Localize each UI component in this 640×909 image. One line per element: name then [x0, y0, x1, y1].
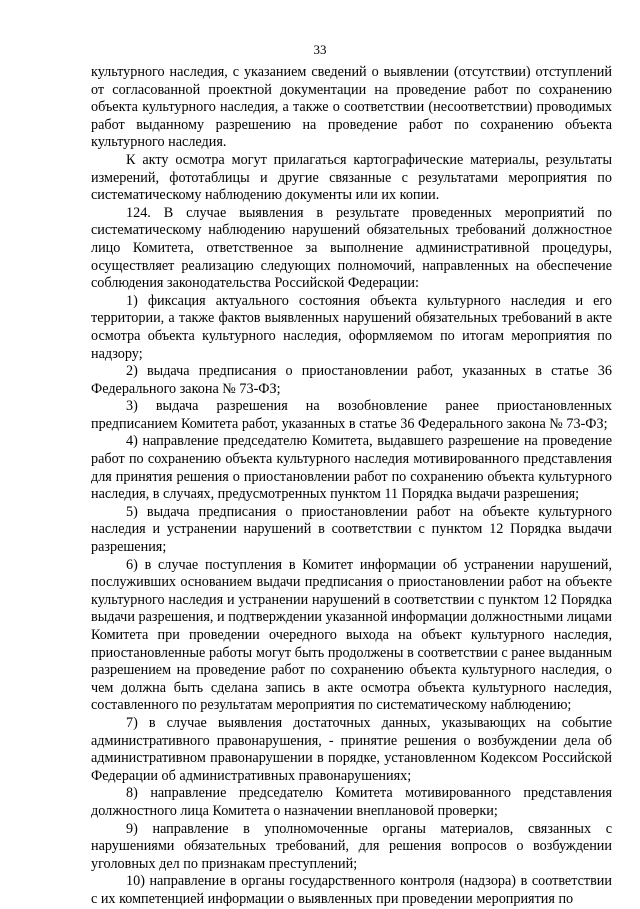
- paragraph: К акту осмотра могут прилагаться картографические материалы, результаты измерений, фототаблицы и другие связанные с результатами мероприятия по систематическому наблюдению документы или их копии.: [91, 151, 612, 204]
- paragraph: 2) выдача предписания о приостановлении работ, указанных в статье 36 Федерального закона № 73-ФЗ;: [91, 363, 612, 397]
- paragraph: 1) фиксация актуального состояния объекта культурного наследия и его территории, а также фактов выявленных нарушений обязательных требований в акте осмотра объекта культурного наследия, оформляемом по итогам мероприятия по надзору;: [91, 292, 612, 362]
- document-body: [91, 64, 612, 909]
- paragraph: 3) выдача разрешения на возобновление ранее приостановленных предписанием Комитета работ, указанных в статье 36 Федерального закона № 73-ФЗ;: [91, 398, 612, 432]
- paragraph: 124. В случае выявления в результате проведенных мероприятий по систематическому наблюдению нарушений обязательных требований должностное лицо Комитета, ответственное за выполнение административной процедуры, осуществляет реализацию следующих полномочий, направленных на обеспечение соблюдения законодательства Российской Федерации:: [91, 204, 612, 292]
- paragraph: 8) направление председателю Комитета мотивированного представления должностного лица Комитета о назначении внеплановой проверки;: [91, 785, 612, 819]
- paragraph: 6) в случае поступления в Комитет информации об устранении нарушений, послуживших основанием выдачи предписания о приостановлении работ на объекте культурного наследия и устранении нарушений в соответствии с пунктом 12 Порядка выдачи разрешения, и подтверждении указанной информации должностными лицами Комитета при проведении очередного выхода на объект культурного наследия, приостановленные работы могут быть продолжены в соответствии с ранее выданным разрешением на проведение работ по сохранению объекта культурного наследия, о чем должна быть сделана запись в акте осмотра объекта культурного наследия, составленного по результатам мероприятия по систематическому наблюдению;: [91, 556, 612, 714]
- paragraph: 5) выдача предписания о приостановлении работ на объекте культурного наследия и устранении нарушений в соответствии с пунктом 12 Порядка выдачи разрешения;: [91, 503, 612, 556]
- paragraph: культурного наследия, с указанием сведений о выявлении (отсутствии) отступлений от согласованной проектной документации на проведение работ по сохранению объекта культурного наследия, а также о соответствии (несоответствии) проводимых работ выданному разрешению на проведение работ по сохранению объекта культурного наследия.: [91, 64, 612, 151]
- page-number: 33: [313, 42, 327, 57]
- paragraph: 4) направление председателю Комитета, выдавшего разрешение на проведение работ по сохранению объекта культурного наследия мотивированного представления для принятия решения о приостановлении работ по сохранению объекта культурного наследия, в случаях, предусмотренных пунктом 11 Порядка выдачи разрешения;: [91, 433, 612, 503]
- paragraph: 10) направление в органы государственного контроля (надзора) в соответствии с их компетенцией информации о выявленных при проведении мероприятия по: [91, 873, 612, 907]
- paragraph: 7) в случае выявления достаточных данных, указывающих на событие административного правонарушения, - принятие решения о возбуждении дела об административном правонарушении в порядке, установленном Кодексом Российской Федерации об административных правонарушениях;: [91, 714, 612, 784]
- paragraph: 9) направление в уполномоченные органы материалов, связанных с нарушениями обязательных требований, для решения вопросов о возбуждении уголовных дел по признакам преступлений;: [91, 820, 612, 872]
